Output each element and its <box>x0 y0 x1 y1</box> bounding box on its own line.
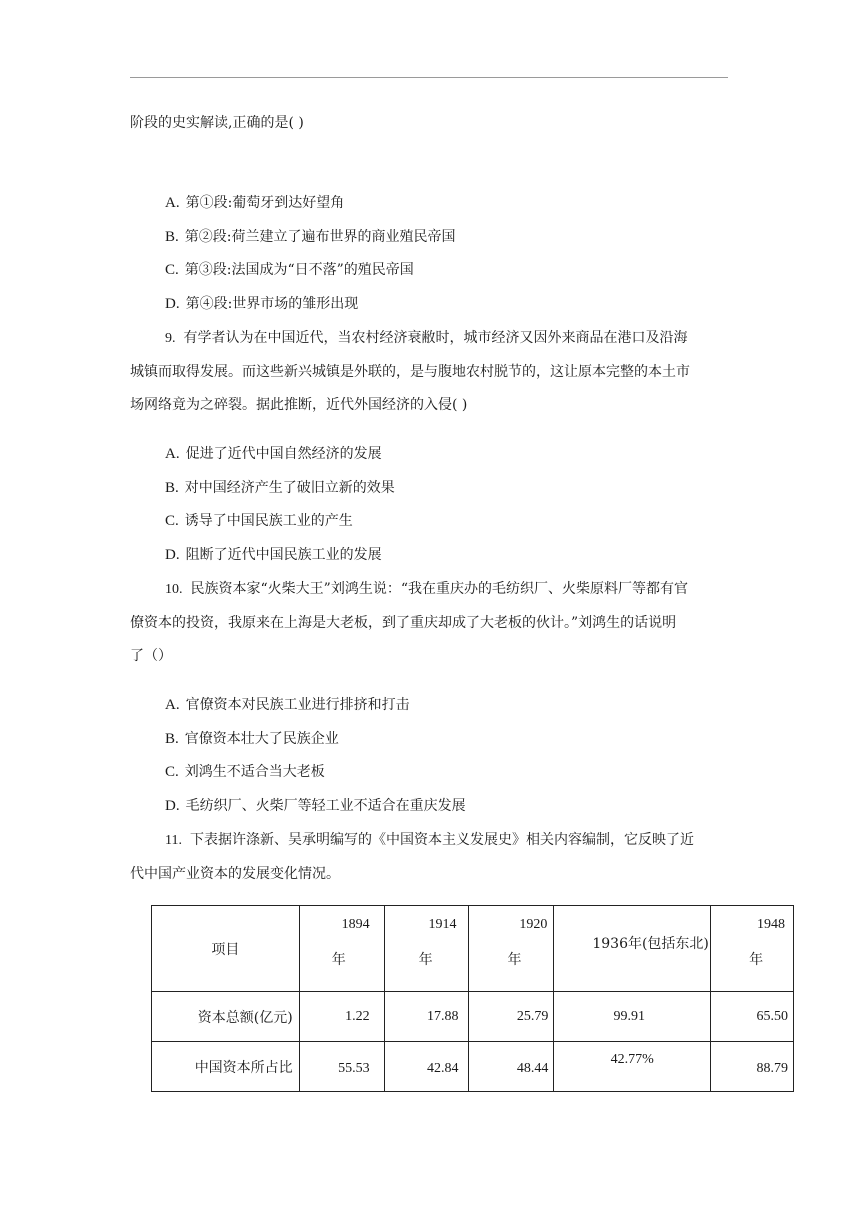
year-number: 1920 <box>519 917 548 932</box>
year-unit: 年 <box>507 952 522 968</box>
table-cell: 99.91 <box>554 992 711 1042</box>
capital-table <box>151 905 794 1092</box>
option-text: 官僚资本对民族工业进行排挤和打击 <box>185 697 410 713</box>
q9-stem-line-3: 场网络竟为之碎裂。据此推断，近代外国经济的入侵( ) <box>130 397 468 413</box>
option-letter: C. <box>165 513 179 529</box>
option-text: 第①段:葡萄牙到达好望角 <box>185 195 345 211</box>
q11-stem-line-1 <box>165 830 694 851</box>
q8-stem-tail: 阶段的史实解读,正确的是( ) <box>130 115 304 131</box>
question-number: 10. <box>165 582 183 597</box>
year-number: 1948 <box>757 917 785 932</box>
option-text: 第③段:法国成为“日不落”的殖民帝国 <box>184 262 414 278</box>
q8-option-b[interactable] <box>165 227 455 247</box>
option-text: 阻断了近代中国民族工业的发展 <box>185 547 382 563</box>
option-text: 官僚资本壮大了民族企业 <box>184 731 339 747</box>
table-cell: 17.88 <box>384 992 469 1042</box>
table-cell: 42.84 <box>384 1042 469 1092</box>
q10-stem-line-1 <box>165 579 688 600</box>
q9-stem-line-1 <box>165 328 688 349</box>
option-text: 诱导了中国民族工业的产生 <box>184 513 353 529</box>
q8-option-a[interactable] <box>165 193 344 213</box>
stem-text: 下表据许涤新、吴承明编写的《中国资本主义发展史》相关内容编制，它反映了近 <box>189 832 694 848</box>
table-header-row <box>152 906 794 992</box>
option-text: 促进了近代中国自然经济的发展 <box>185 446 382 462</box>
row-label: 资本总额(亿元) <box>152 992 300 1042</box>
question-number: 9. <box>165 331 176 346</box>
header-rule <box>130 77 728 78</box>
question-number: 11. <box>165 833 182 848</box>
header-cell-year <box>554 906 711 992</box>
table-cell: 55.53 <box>299 1042 384 1092</box>
q10-option-b[interactable] <box>165 729 339 749</box>
option-text: 对中国经济产生了破旧立新的效果 <box>184 480 395 496</box>
option-letter: C. <box>165 764 179 780</box>
year-number: 1894 <box>341 917 370 932</box>
option-letter: A. <box>165 697 180 713</box>
q9-option-c[interactable] <box>165 511 353 531</box>
header-cell-year <box>469 906 554 992</box>
q9-option-a[interactable] <box>165 444 382 464</box>
option-letter: B. <box>165 480 179 496</box>
header-cell-year <box>711 906 794 992</box>
q9-stem-line-2: 城镇而取得发展。而这些新兴城镇是外联的，是与腹地农村脱节的，这让原本完整的本土市 <box>130 364 690 380</box>
option-text: 第④段:世界市场的雏形出现 <box>185 296 359 312</box>
option-letter: A. <box>165 195 180 211</box>
option-text: 刘鸿生不适合当大老板 <box>184 764 325 780</box>
year-unit: 年 <box>418 952 433 968</box>
option-letter: B. <box>165 229 179 245</box>
stem-text: 民族资本家“火柴大王”刘鸿生说：“我在重庆办的毛纺织厂、火柴原料厂等都有官 <box>190 581 688 597</box>
q10-option-d[interactable] <box>165 796 466 816</box>
q10-option-a[interactable] <box>165 695 410 715</box>
option-text: 毛纺织厂、火柴厂等轻工业不适合在重庆发展 <box>185 798 466 814</box>
option-letter: C. <box>165 262 179 278</box>
q8-option-c[interactable] <box>165 260 414 280</box>
q10-option-c[interactable] <box>165 762 325 782</box>
q10-stem-line-2: 僚资本的投资，我原来在上海是大老板，到了重庆却成了大老板的伙计。”刘鸿生的话说明 <box>130 615 677 631</box>
stem-text: 有学者认为在中国近代，当农村经济衰敝时，城市经济又因外来商品在港口及沿海 <box>183 330 688 346</box>
q11-stem-line-2: 代中国产业资本的发展变化情况。 <box>130 866 340 882</box>
option-letter: D. <box>165 547 180 563</box>
q9-option-b[interactable] <box>165 478 395 498</box>
table-cell: 65.50 <box>711 992 794 1042</box>
table-cell: 1.22 <box>299 992 384 1042</box>
option-letter: A. <box>165 446 180 462</box>
table-row <box>152 1042 794 1092</box>
year-unit: 年 <box>331 952 346 968</box>
table-cell: 88.79 <box>711 1042 794 1092</box>
q8-option-d[interactable] <box>165 294 358 314</box>
option-letter: D. <box>165 798 180 814</box>
option-letter: D. <box>165 296 180 312</box>
table-cell: 42.77% <box>554 1042 711 1092</box>
header-cell-year <box>384 906 469 992</box>
header-label: 项目 <box>211 941 240 958</box>
option-text: 第②段:荷兰建立了遍布世界的商业殖民帝国 <box>184 229 456 245</box>
row-label: 中国资本所占比 <box>152 1042 300 1092</box>
table-cell: 48.44 <box>469 1042 554 1092</box>
option-letter: B. <box>165 731 179 747</box>
year-unit: 年 <box>749 952 764 968</box>
table-cell: 25.79 <box>469 992 554 1042</box>
q9-option-d[interactable] <box>165 545 382 565</box>
year-number: 1914 <box>428 917 457 932</box>
q10-stem-line-3: 了（） <box>130 648 172 664</box>
header-cell-year <box>299 906 384 992</box>
table-row <box>152 992 794 1042</box>
year-label: 1936年(包括东北) <box>592 936 709 952</box>
header-cell-item <box>152 906 300 992</box>
